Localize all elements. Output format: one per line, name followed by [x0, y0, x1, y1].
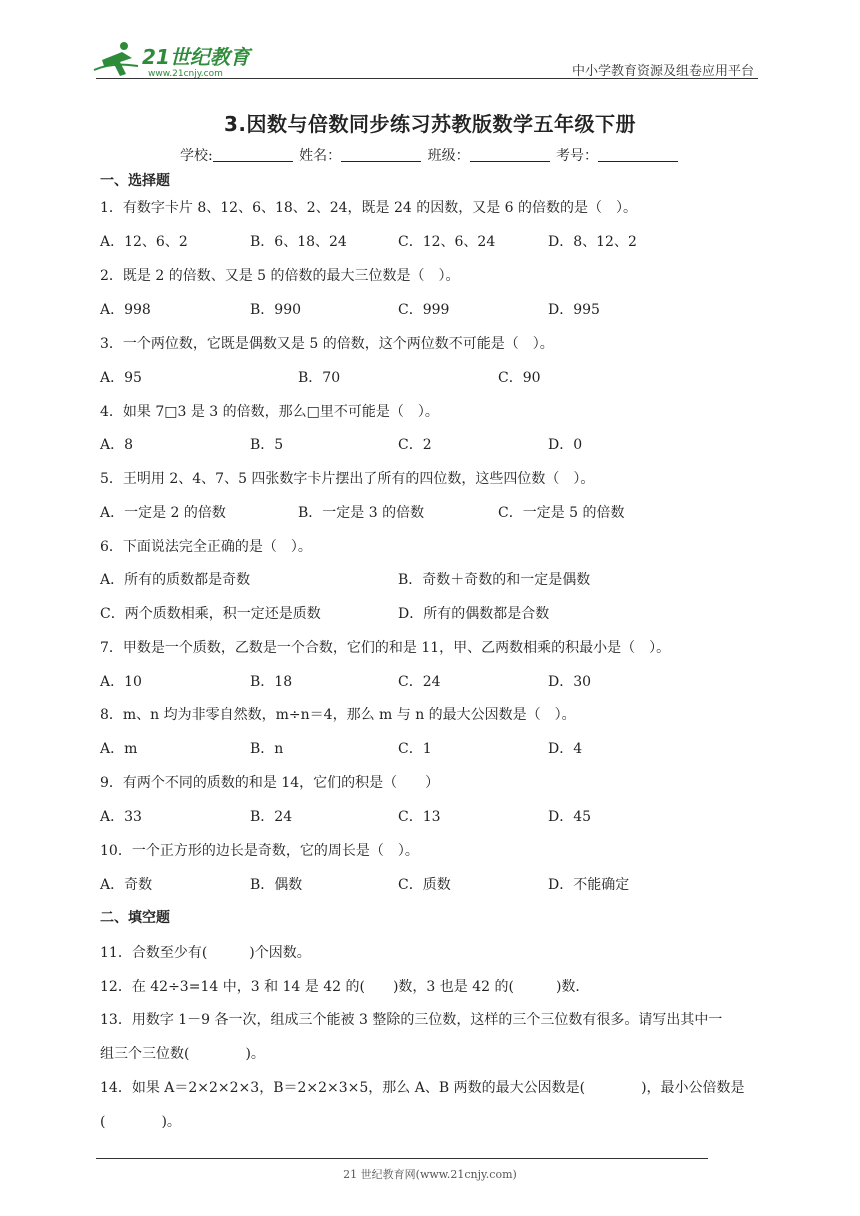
option-9-c[interactable]: C．13: [398, 809, 441, 825]
section-choice-heading: 一、选择题: [100, 173, 170, 189]
option-7-a[interactable]: A．10: [100, 674, 142, 690]
option-9-a[interactable]: A．33: [100, 809, 142, 825]
name-label: 姓名：: [299, 148, 342, 164]
question-3: 3．一个两位数，它既是偶数又是 5 的倍数，这个两位数不可能是（ ）。: [100, 336, 554, 352]
option-5-c[interactable]: C．一定是 5 的倍数: [498, 505, 625, 521]
options-6-row1: [100, 569, 760, 589]
question-9: 9．有两个不同的质数的和是 14，它们的积是（ ）: [100, 775, 440, 791]
option-3-b[interactable]: B．70: [298, 370, 341, 386]
option-1-b[interactable]: B．6、18、24: [250, 234, 347, 250]
option-6-a[interactable]: A．所有的质数都是奇数: [100, 572, 251, 588]
option-10-a[interactable]: A．奇数: [100, 877, 153, 893]
option-3-a[interactable]: A．95: [100, 370, 142, 386]
option-4-c[interactable]: C．2: [398, 437, 432, 453]
option-8-c[interactable]: C．1: [398, 741, 432, 757]
question-11: 11．合数至少有( )个因数。: [100, 945, 311, 961]
options-10: [100, 874, 760, 894]
option-3-c[interactable]: C．90: [498, 370, 541, 386]
options-8: [100, 738, 760, 758]
question-12: 12．在 42÷3=14 中，3 和 14 是 42 的( )数，3 也是 42 的( )数．: [100, 979, 590, 995]
student-info-line: [0, 145, 860, 165]
option-10-b[interactable]: B．偶数: [250, 877, 303, 893]
option-2-a[interactable]: A．998: [100, 302, 151, 318]
question-10: 10．一个正方形的边长是奇数，它的周长是（ ）。: [100, 843, 419, 859]
question-13-line2: 组三个三位数( )。: [100, 1046, 265, 1062]
options-5: [100, 502, 760, 522]
exam-no-label: 考号：: [556, 148, 599, 164]
options-9: [100, 806, 760, 826]
question-14-line2: ( )。: [100, 1114, 181, 1130]
option-1-c[interactable]: C．12、6、24: [398, 234, 496, 250]
question-2: 2．既是 2 的倍数、又是 5 的倍数的最大三位数是（ ）。: [100, 268, 460, 284]
footer-divider: [96, 1158, 708, 1159]
options-7: [100, 671, 760, 691]
exam-no-blank[interactable]: [598, 147, 678, 162]
option-4-d[interactable]: D．0: [548, 437, 583, 453]
platform-label: 中小学教育资源及组卷应用平台: [571, 64, 754, 79]
school-blank[interactable]: [213, 147, 293, 162]
runner-icon: [94, 42, 138, 76]
option-1-a[interactable]: A．12、6、2: [100, 234, 188, 250]
option-6-c[interactable]: C．两个质数相乘，积一定还是质数: [100, 606, 321, 622]
option-1-d[interactable]: D．8、12、2: [548, 234, 637, 250]
option-2-c[interactable]: C．999: [398, 302, 450, 318]
header-divider: [96, 78, 758, 79]
option-4-a[interactable]: A．8: [100, 437, 134, 453]
question-4: 4．如果 7□3 是 3 的倍数，那么□里不可能是（ ）。: [100, 404, 439, 420]
options-3: [100, 367, 760, 387]
question-7: 7．甲数是一个质数，乙数是一个合数，它们的和是 11，甲、乙两数相乘的积最小是（ ）。: [100, 640, 671, 656]
question-8: 8．m、n 均为非零自然数，m÷n＝4，那么 m 与 n 的最大公因数是（ ）。: [100, 707, 576, 723]
option-9-d[interactable]: D．45: [548, 809, 592, 825]
options-2: [100, 299, 760, 319]
option-10-c[interactable]: C．质数: [398, 877, 451, 893]
option-6-b[interactable]: B．奇数＋奇数的和一定是偶数: [398, 572, 591, 588]
options-4: [100, 434, 760, 454]
question-13-line1: 13．用数字 1－9 各一次，组成三个能被 3 整除的三位数，这样的三个三位数有很多。请写出其中一: [100, 1012, 723, 1028]
option-8-a[interactable]: A．m: [100, 741, 138, 757]
options-1: [100, 231, 760, 251]
option-9-b[interactable]: B．24: [250, 809, 293, 825]
school-label: 学校:: [179, 148, 213, 164]
option-8-b[interactable]: B．n: [250, 741, 284, 757]
question-14-line1: 14．如果 A＝2×2×2×3，B＝2×2×3×5，那么 A、B 两数的最大公因数是( )，最小公倍数是: [100, 1080, 745, 1096]
options-6-row2: [100, 603, 760, 623]
question-5: 5．王明用 2、4、7、5 四张数字卡片摆出了所有的四位数，这些四位数（ ）。: [100, 471, 595, 487]
option-2-d[interactable]: D．995: [548, 302, 600, 318]
logo: [92, 40, 262, 80]
option-6-d[interactable]: D．所有的偶数都是合数: [398, 606, 550, 622]
footer-text[interactable]: 21 世纪教育网(www.21cnjy.com): [343, 1168, 517, 1181]
class-blank[interactable]: [470, 147, 550, 162]
option-2-b[interactable]: B．990: [250, 302, 302, 318]
question-1: 1．有数字卡片 8、12、6、18、2、24，既是 24 的因数，又是 6 的倍数的是（ ）。: [100, 200, 638, 216]
option-7-d[interactable]: D．30: [548, 674, 592, 690]
question-6: 6．下面说法完全正确的是（ ）。: [100, 539, 312, 555]
option-8-d[interactable]: D．4: [548, 741, 583, 757]
name-blank[interactable]: [341, 147, 421, 162]
option-5-a[interactable]: A．一定是 2 的倍数: [100, 505, 226, 521]
page-title: 3.因数与倍数同步练习苏教版数学五年级下册: [223, 112, 636, 136]
option-7-c[interactable]: C．24: [398, 674, 441, 690]
class-label: 班级：: [427, 148, 470, 164]
section-fill-heading: 二、填空题: [100, 910, 170, 926]
logo-text: 21世纪教育: [142, 45, 250, 69]
option-10-d[interactable]: D．不能确定: [548, 877, 630, 893]
logo-url: www.21cnjy.com: [148, 69, 223, 79]
option-4-b[interactable]: B．5: [250, 437, 284, 453]
option-7-b[interactable]: B．18: [250, 674, 293, 690]
option-5-b[interactable]: B．一定是 3 的倍数: [298, 505, 425, 521]
